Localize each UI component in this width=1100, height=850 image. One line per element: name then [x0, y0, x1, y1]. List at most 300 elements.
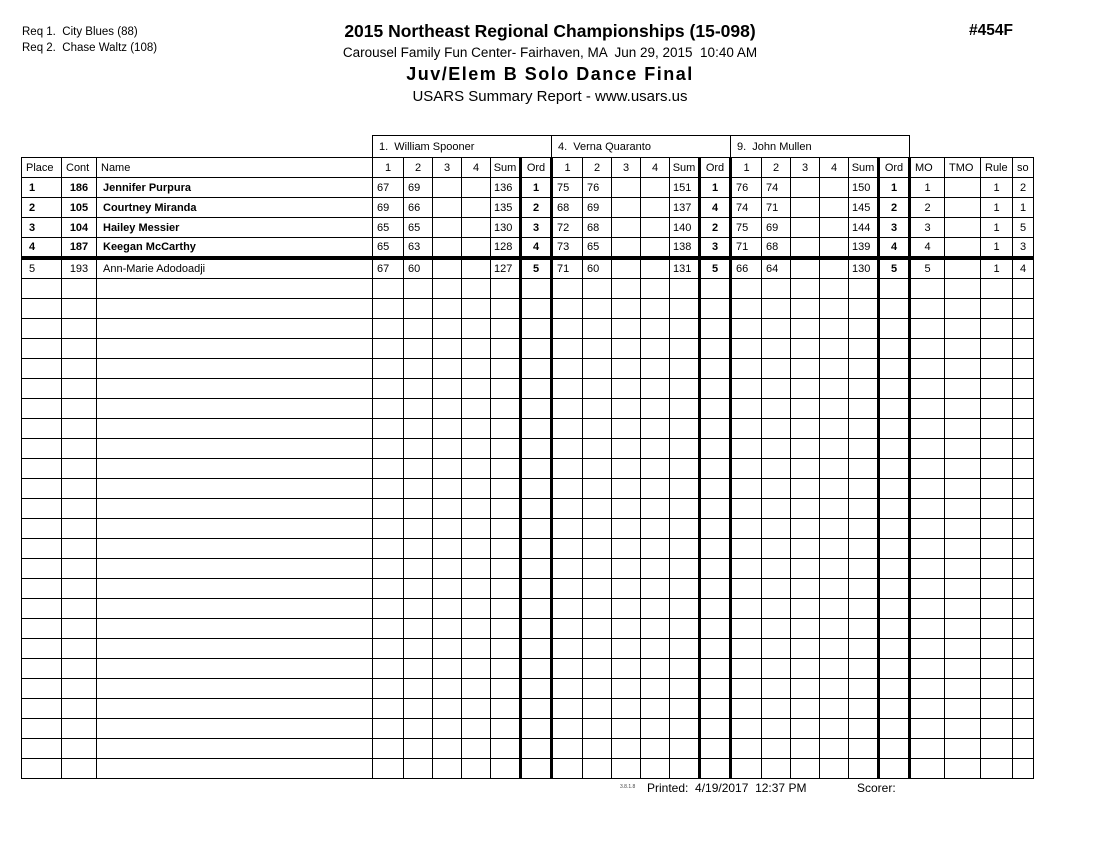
- rule-cell: [981, 619, 1013, 639]
- so-cell: [1013, 459, 1034, 479]
- j3-score-3-cell: [791, 559, 820, 579]
- j1-score-1-cell: [373, 459, 404, 479]
- skater-name-cell: [97, 279, 373, 299]
- j2-score-3-cell: [612, 379, 641, 399]
- tmo-cell: [945, 579, 981, 599]
- j3-score-2-cell: [762, 439, 791, 459]
- j1-score-1-cell: [373, 619, 404, 639]
- j3-score-3-cell: [791, 399, 820, 419]
- j1-score-4-cell: [462, 399, 491, 419]
- rule-cell: [981, 319, 1013, 339]
- j1-sum-cell: [491, 479, 521, 499]
- event-number: #454F: [969, 22, 1013, 39]
- place-cell: [22, 659, 62, 679]
- j3-score-1-cell: [731, 639, 762, 659]
- judge-header-3: 9. John Mullen: [731, 136, 910, 158]
- header-j3-4: 4: [820, 158, 849, 178]
- j2-score-4-cell: [641, 579, 670, 599]
- header-j1-2: 2: [404, 158, 433, 178]
- j3-ordinal-cell: [879, 739, 910, 759]
- j2-score-3-cell: [612, 499, 641, 519]
- j2-score-1-cell: 73: [552, 238, 583, 259]
- tmo-cell: [945, 339, 981, 359]
- j1-score-1-cell: [373, 639, 404, 659]
- j2-score-4-cell: [641, 759, 670, 779]
- contestant-number-cell: [62, 359, 97, 379]
- rule-cell: [981, 499, 1013, 519]
- j1-ordinal-cell: [521, 579, 552, 599]
- mo-cell: 1: [910, 178, 945, 198]
- scorer-label: Scorer:: [857, 781, 896, 795]
- j2-score-2-cell: [583, 539, 612, 559]
- rule-cell: [981, 439, 1013, 459]
- empty-row: [22, 599, 1034, 619]
- j1-score-1-cell: [373, 699, 404, 719]
- j3-sum-cell: [849, 719, 879, 739]
- empty-row: [22, 459, 1034, 479]
- j2-score-1-cell: [552, 639, 583, 659]
- j1-score-3-cell: [433, 218, 462, 238]
- contestant-number-cell: [62, 379, 97, 399]
- j3-ordinal-cell: [879, 319, 910, 339]
- j1-score-2-cell: [404, 639, 433, 659]
- so-cell: 5: [1013, 218, 1034, 238]
- j3-sum-cell: [849, 699, 879, 719]
- j1-score-1-cell: [373, 479, 404, 499]
- j2-score-1-cell: 72: [552, 218, 583, 238]
- j3-score-2-cell: [762, 579, 791, 599]
- skater-name-cell: [97, 679, 373, 699]
- j1-score-2-cell: [404, 379, 433, 399]
- j3-score-1-cell: 66: [731, 258, 762, 279]
- j2-sum-cell: [670, 499, 700, 519]
- j2-score-3-cell: [612, 659, 641, 679]
- j1-score-4-cell: [462, 519, 491, 539]
- j3-sum-cell: [849, 379, 879, 399]
- j3-score-3-cell: [791, 719, 820, 739]
- j3-score-1-cell: [731, 659, 762, 679]
- contestant-number-cell: [62, 739, 97, 759]
- j1-ordinal-cell: [521, 539, 552, 559]
- j1-score-3-cell: [433, 198, 462, 218]
- j2-score-4-cell: [641, 419, 670, 439]
- table-head: [22, 136, 1034, 178]
- j2-ordinal-cell: [700, 759, 731, 779]
- j2-score-3-cell: [612, 479, 641, 499]
- place-cell: [22, 639, 62, 659]
- so-cell: 4: [1013, 258, 1034, 279]
- j2-score-2-cell: 65: [583, 238, 612, 259]
- mo-cell: [910, 319, 945, 339]
- j2-score-3-cell: [612, 178, 641, 198]
- j1-ordinal-cell: [521, 439, 552, 459]
- j1-score-3-cell: [433, 459, 462, 479]
- contestant-number-cell: 104: [62, 218, 97, 238]
- j2-score-2-cell: [583, 719, 612, 739]
- band-spacer-left: [22, 136, 373, 158]
- j3-score-2-cell: [762, 419, 791, 439]
- j1-score-2-cell: [404, 539, 433, 559]
- j3-ordinal-cell: [879, 559, 910, 579]
- report-type-line: USARS Summary Report - www.usars.us: [412, 88, 688, 105]
- j3-score-2-cell: 68: [762, 238, 791, 259]
- j3-score-2-cell: 69: [762, 218, 791, 238]
- j1-sum-cell: [491, 359, 521, 379]
- j3-score-3-cell: [791, 639, 820, 659]
- tmo-cell: [945, 439, 981, 459]
- j2-score-2-cell: [583, 479, 612, 499]
- j3-sum-cell: [849, 319, 879, 339]
- j1-ordinal-cell: [521, 599, 552, 619]
- header-j3-1: 1: [731, 158, 762, 178]
- j2-score-2-cell: [583, 579, 612, 599]
- j1-ordinal-cell: [521, 739, 552, 759]
- empty-row: [22, 539, 1034, 559]
- mo-cell: [910, 339, 945, 359]
- contestant-number-cell: [62, 459, 97, 479]
- j2-score-1-cell: [552, 319, 583, 339]
- j2-sum-cell: [670, 299, 700, 319]
- rule-cell: [981, 299, 1013, 319]
- j3-score-3-cell: [791, 479, 820, 499]
- j1-ordinal-cell: 4: [521, 238, 552, 259]
- j3-sum-cell: [849, 299, 879, 319]
- j1-ordinal-cell: 5: [521, 258, 552, 279]
- j2-score-1-cell: [552, 739, 583, 759]
- j1-score-1-cell: [373, 379, 404, 399]
- j1-score-1-cell: 67: [373, 178, 404, 198]
- contestant-number-cell: 105: [62, 198, 97, 218]
- skater-name-cell: [97, 599, 373, 619]
- j1-score-2-cell: [404, 459, 433, 479]
- j3-score-4-cell: [820, 459, 849, 479]
- j3-score-2-cell: [762, 479, 791, 499]
- j1-score-1-cell: [373, 319, 404, 339]
- j2-sum-cell: [670, 319, 700, 339]
- j1-sum-cell: [491, 499, 521, 519]
- header-j3-3: 3: [791, 158, 820, 178]
- j3-score-1-cell: [731, 479, 762, 499]
- j3-score-4-cell: [820, 299, 849, 319]
- j2-ordinal-cell: [700, 419, 731, 439]
- j1-ordinal-cell: [521, 299, 552, 319]
- so-cell: [1013, 339, 1034, 359]
- contestant-number-cell: [62, 279, 97, 299]
- j3-ordinal-cell: [879, 699, 910, 719]
- j3-ordinal-cell: [879, 299, 910, 319]
- contestant-number-cell: [62, 479, 97, 499]
- j3-sum-cell: [849, 619, 879, 639]
- j2-score-1-cell: [552, 539, 583, 559]
- req-line-1: Req 1. City Blues (88): [22, 26, 138, 38]
- j3-ordinal-cell: [879, 519, 910, 539]
- j1-score-3-cell: [433, 559, 462, 579]
- j2-score-3-cell: [612, 198, 641, 218]
- header-j3-sum: Sum: [849, 158, 879, 178]
- j3-sum-cell: [849, 679, 879, 699]
- j3-ordinal-cell: [879, 679, 910, 699]
- tmo-cell: [945, 639, 981, 659]
- mo-cell: [910, 459, 945, 479]
- j2-score-1-cell: [552, 439, 583, 459]
- j2-sum-cell: [670, 759, 700, 779]
- result-row: [22, 198, 1034, 218]
- mo-cell: [910, 659, 945, 679]
- j3-sum-cell: [849, 579, 879, 599]
- j1-score-4-cell: [462, 279, 491, 299]
- j2-sum-cell: [670, 739, 700, 759]
- j1-score-4-cell: [462, 719, 491, 739]
- j3-score-4-cell: [820, 679, 849, 699]
- mo-cell: [910, 579, 945, 599]
- j1-score-1-cell: [373, 279, 404, 299]
- skater-name-cell: [97, 759, 373, 779]
- j2-score-2-cell: 69: [583, 198, 612, 218]
- mo-cell: 5: [910, 258, 945, 279]
- j3-ordinal-cell: 4: [879, 238, 910, 259]
- mo-cell: [910, 299, 945, 319]
- j3-score-3-cell: [791, 499, 820, 519]
- mo-cell: 4: [910, 238, 945, 259]
- j3-score-1-cell: [731, 279, 762, 299]
- tmo-cell: [945, 719, 981, 739]
- header-j2-2: 2: [583, 158, 612, 178]
- result-row: [22, 178, 1034, 198]
- header-tmo: TMO: [945, 158, 981, 178]
- tmo-cell: [945, 539, 981, 559]
- j2-ordinal-cell: 5: [700, 258, 731, 279]
- j1-score-3-cell: [433, 279, 462, 299]
- j2-score-4-cell: [641, 218, 670, 238]
- j3-score-1-cell: [731, 459, 762, 479]
- j1-ordinal-cell: [521, 719, 552, 739]
- rule-cell: [981, 279, 1013, 299]
- j2-score-2-cell: [583, 279, 612, 299]
- j2-score-3-cell: [612, 599, 641, 619]
- j2-score-4-cell: [641, 379, 670, 399]
- tmo-cell: [945, 359, 981, 379]
- mo-cell: [910, 419, 945, 439]
- j2-score-3-cell: [612, 579, 641, 599]
- j1-sum-cell: [491, 639, 521, 659]
- mo-cell: [910, 399, 945, 419]
- j1-score-2-cell: [404, 659, 433, 679]
- j3-score-3-cell: [791, 739, 820, 759]
- j2-score-2-cell: [583, 419, 612, 439]
- tmo-cell: [945, 399, 981, 419]
- so-cell: [1013, 399, 1034, 419]
- header-j1-1: 1: [373, 158, 404, 178]
- mo-cell: [910, 479, 945, 499]
- j1-score-4-cell: [462, 359, 491, 379]
- so-cell: 2: [1013, 178, 1034, 198]
- j3-score-4-cell: [820, 339, 849, 359]
- j3-score-2-cell: 64: [762, 258, 791, 279]
- j1-score-1-cell: [373, 299, 404, 319]
- j3-score-3-cell: [791, 319, 820, 339]
- j1-score-1-cell: [373, 439, 404, 459]
- tmo-cell: [945, 459, 981, 479]
- j1-score-3-cell: [433, 659, 462, 679]
- place-cell: [22, 719, 62, 739]
- header-j2-1: 1: [552, 158, 583, 178]
- j2-score-3-cell: [612, 439, 641, 459]
- j1-score-3-cell: [433, 178, 462, 198]
- j1-score-4-cell: [462, 459, 491, 479]
- j3-score-2-cell: [762, 359, 791, 379]
- empty-row: [22, 739, 1034, 759]
- j3-score-3-cell: [791, 339, 820, 359]
- j3-sum-cell: [849, 519, 879, 539]
- j3-score-4-cell: [820, 719, 849, 739]
- j1-ordinal-cell: [521, 459, 552, 479]
- skater-name-cell: [97, 639, 373, 659]
- j2-score-4-cell: [641, 178, 670, 198]
- j3-score-2-cell: [762, 279, 791, 299]
- header-j1-3: 3: [433, 158, 462, 178]
- j2-score-4-cell: [641, 719, 670, 739]
- j3-score-4-cell: [820, 759, 849, 779]
- j3-sum-cell: [849, 599, 879, 619]
- header-rule: Rule: [981, 158, 1013, 178]
- mo-cell: [910, 699, 945, 719]
- j2-ordinal-cell: 3: [700, 238, 731, 259]
- j3-sum-cell: 145: [849, 198, 879, 218]
- j2-ordinal-cell: [700, 619, 731, 639]
- j3-score-3-cell: [791, 258, 820, 279]
- j2-score-3-cell: [612, 359, 641, 379]
- skater-name-cell: [97, 739, 373, 759]
- j3-score-3-cell: [791, 599, 820, 619]
- table-body: [22, 178, 1034, 779]
- so-cell: [1013, 519, 1034, 539]
- place-cell: 5: [22, 258, 62, 279]
- j3-sum-cell: [849, 539, 879, 559]
- j2-score-1-cell: 71: [552, 258, 583, 279]
- j1-ordinal-cell: [521, 519, 552, 539]
- j2-score-4-cell: [641, 479, 670, 499]
- j1-sum-cell: 136: [491, 178, 521, 198]
- place-cell: [22, 479, 62, 499]
- software-version: 3.8.1.8: [620, 784, 636, 790]
- j2-ordinal-cell: 2: [700, 218, 731, 238]
- j1-score-3-cell: [433, 599, 462, 619]
- j1-score-4-cell: [462, 539, 491, 559]
- j1-score-1-cell: [373, 599, 404, 619]
- j3-score-1-cell: [731, 539, 762, 559]
- contestant-number-cell: [62, 539, 97, 559]
- j1-score-1-cell: [373, 519, 404, 539]
- j2-score-2-cell: [583, 639, 612, 659]
- skater-name-cell: [97, 299, 373, 319]
- j1-sum-cell: [491, 759, 521, 779]
- j1-score-1-cell: [373, 339, 404, 359]
- j1-sum-cell: [491, 339, 521, 359]
- j3-sum-cell: 150: [849, 178, 879, 198]
- j2-ordinal-cell: [700, 499, 731, 519]
- j1-score-3-cell: [433, 519, 462, 539]
- j3-score-3-cell: [791, 419, 820, 439]
- j2-score-3-cell: [612, 739, 641, 759]
- j3-sum-cell: [849, 759, 879, 779]
- j2-sum-cell: 140: [670, 218, 700, 238]
- j1-ordinal-cell: [521, 319, 552, 339]
- j1-score-3-cell: [433, 619, 462, 639]
- j2-score-2-cell: [583, 379, 612, 399]
- j2-sum-cell: 138: [670, 238, 700, 259]
- j2-sum-cell: [670, 699, 700, 719]
- j1-score-1-cell: [373, 539, 404, 559]
- tmo-cell: [945, 679, 981, 699]
- header-j2-3: 3: [612, 158, 641, 178]
- j2-score-1-cell: [552, 579, 583, 599]
- j3-score-3-cell: [791, 699, 820, 719]
- j3-sum-cell: [849, 459, 879, 479]
- j1-score-1-cell: 65: [373, 218, 404, 238]
- j2-score-2-cell: [583, 359, 612, 379]
- so-cell: [1013, 539, 1034, 559]
- j1-score-3-cell: [433, 439, 462, 459]
- j1-score-1-cell: [373, 579, 404, 599]
- j2-score-1-cell: 75: [552, 178, 583, 198]
- skater-name-cell: Courtney Miranda: [97, 198, 373, 218]
- j2-score-3-cell: [612, 759, 641, 779]
- j1-score-3-cell: [433, 319, 462, 339]
- rule-cell: 1: [981, 238, 1013, 259]
- place-cell: [22, 319, 62, 339]
- skater-name-cell: [97, 559, 373, 579]
- j2-sum-cell: [670, 679, 700, 699]
- j3-ordinal-cell: 2: [879, 198, 910, 218]
- venue-date-line: Carousel Family Fun Center- Fairhaven, MA Jun 29, 2015 10:40 AM: [342, 45, 758, 60]
- so-cell: [1013, 279, 1034, 299]
- judge-header-1: 1. William Spooner: [373, 136, 552, 158]
- header-place: Place: [22, 158, 62, 178]
- j3-score-1-cell: [731, 359, 762, 379]
- j1-score-1-cell: [373, 739, 404, 759]
- j1-score-2-cell: [404, 299, 433, 319]
- j2-ordinal-cell: [700, 439, 731, 459]
- j1-ordinal-cell: [521, 679, 552, 699]
- rule-cell: [981, 379, 1013, 399]
- tmo-cell: [945, 479, 981, 499]
- j3-score-4-cell: [820, 419, 849, 439]
- j3-ordinal-cell: 3: [879, 218, 910, 238]
- j3-score-1-cell: 74: [731, 198, 762, 218]
- j3-score-1-cell: [731, 679, 762, 699]
- j1-score-1-cell: 67: [373, 258, 404, 279]
- j1-score-3-cell: [433, 479, 462, 499]
- j2-score-2-cell: [583, 599, 612, 619]
- j3-score-3-cell: [791, 519, 820, 539]
- j1-score-2-cell: [404, 339, 433, 359]
- j2-score-1-cell: [552, 479, 583, 499]
- rule-cell: [981, 659, 1013, 679]
- j3-ordinal-cell: [879, 279, 910, 299]
- j1-score-3-cell: [433, 258, 462, 279]
- j3-ordinal-cell: [879, 339, 910, 359]
- j1-score-2-cell: [404, 399, 433, 419]
- j3-score-2-cell: [762, 619, 791, 639]
- empty-row: [22, 299, 1034, 319]
- j3-score-3-cell: [791, 619, 820, 639]
- j1-score-2-cell: 63: [404, 238, 433, 259]
- j1-score-2-cell: [404, 579, 433, 599]
- j1-sum-cell: [491, 739, 521, 759]
- skater-name-cell: [97, 699, 373, 719]
- mo-cell: [910, 539, 945, 559]
- j1-sum-cell: 130: [491, 218, 521, 238]
